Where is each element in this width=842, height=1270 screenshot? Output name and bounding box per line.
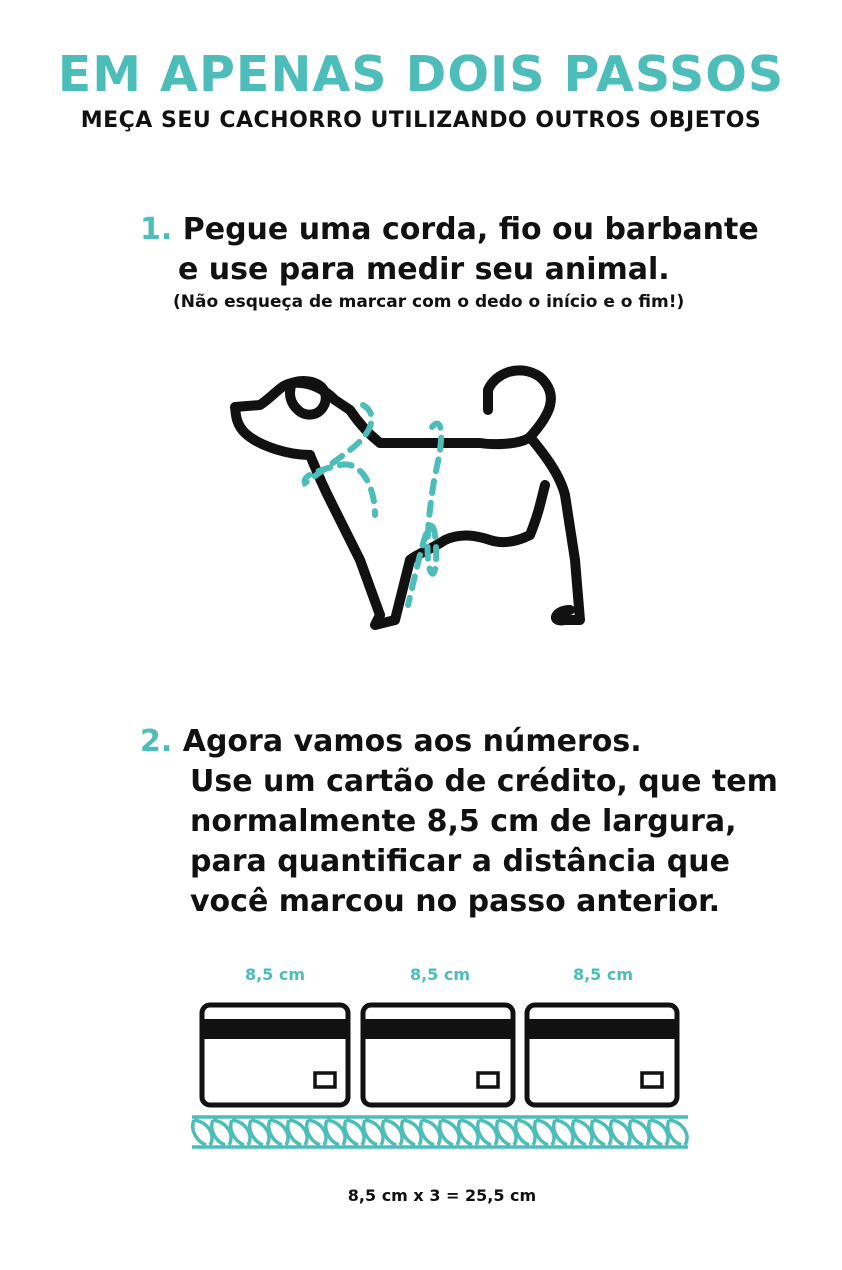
page-title: EM APENAS DOIS PASSOS <box>57 46 785 103</box>
page-subtitle: MEÇA SEU CACHORRO UTILIZANDO OUTROS OBJETOS <box>80 108 762 133</box>
card-label-2: 8,5 cm <box>409 965 471 984</box>
cards-and-rope <box>190 995 690 1185</box>
step-1-note: (Não esqueça de marcar com o dedo o início e o fim!) <box>173 292 685 312</box>
step-1-text-1: Pegue uma corda, fio ou barbante <box>182 212 759 247</box>
credit-card-icon <box>527 1005 677 1105</box>
step-2-text-5: você marcou no passo anterior. <box>190 884 721 919</box>
step-1 <box>140 210 780 290</box>
rope-icon <box>192 1117 688 1147</box>
dog-icon <box>220 355 620 655</box>
step-2 <box>140 722 820 922</box>
step-2-text-4: para quantificar a distância que <box>190 844 730 879</box>
step-2-text-2: Use um cartão de crédito, que tem <box>190 764 778 799</box>
step-2-line-1 <box>140 722 820 762</box>
card-label-3: 8,5 cm <box>572 965 634 984</box>
step-2-text-3: normalmente 8,5 cm de largura, <box>190 804 737 839</box>
credit-card-icon <box>202 1005 348 1105</box>
step-2-text-1: Agora vamos aos números. <box>182 724 642 759</box>
card-label-1: 8,5 cm <box>244 965 306 984</box>
formula: 8,5 cm x 3 = 25,5 cm <box>347 1186 537 1205</box>
step-1-line-1 <box>140 210 780 250</box>
credit-card-icon <box>363 1005 513 1105</box>
step-2-number: 2. <box>140 724 173 759</box>
step-1-number: 1. <box>140 212 173 247</box>
step-1-text-2: e use para medir seu animal. <box>178 252 670 287</box>
